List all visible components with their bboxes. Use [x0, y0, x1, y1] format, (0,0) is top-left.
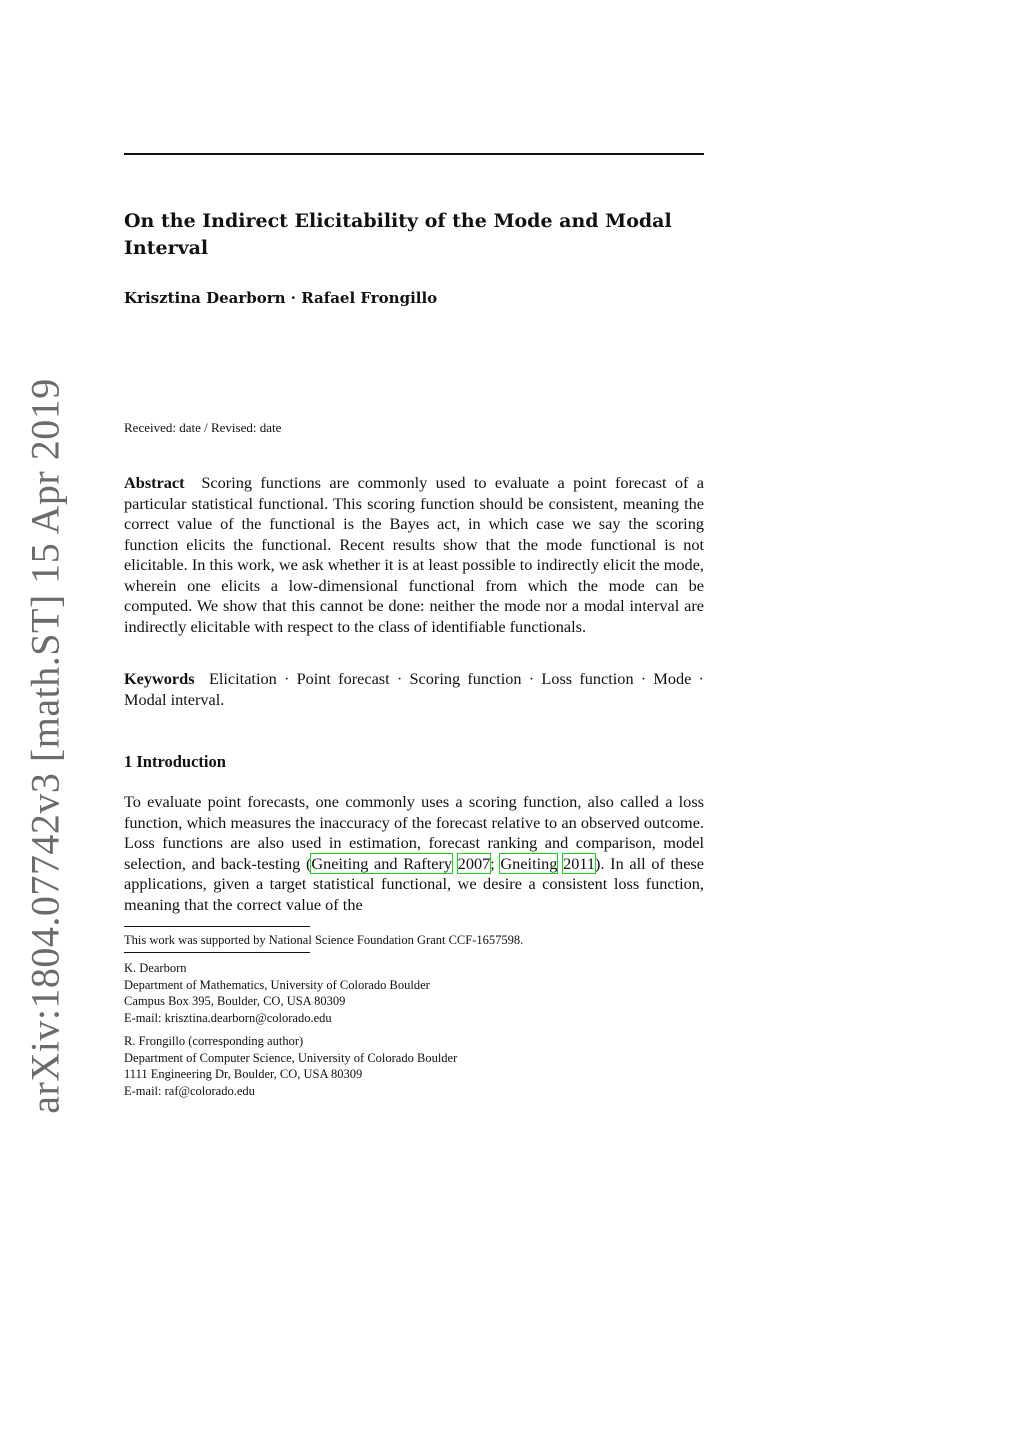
- footnote-rule: [124, 926, 310, 927]
- abstract-label: Abstract: [124, 473, 185, 492]
- affiliation-line: Campus Box 395, Boulder, CO, USA 80309: [124, 994, 346, 1008]
- introduction-paragraph: [124, 792, 704, 915]
- citation-link-gneiting-raftery[interactable]: Gneiting and Raftery: [311, 853, 453, 873]
- author-list: Krisztina Dearborn · Rafael Frongillo: [124, 289, 438, 307]
- affiliation-dearborn: [124, 960, 430, 1026]
- keywords-text: Elicitation · Point forecast · Scoring function · Loss function · Mode · Modal interval.: [124, 669, 704, 709]
- received-dates: Received: date / Revised: date: [124, 420, 282, 435]
- abstract-text: Scoring functions are commonly used to evaluate a point forecast of a particular statistical functional. This scoring function should be consistent, meaning the correct value of the functional is the Bayes act, in which case we say the scoring function elicits the functional. Recent results show that the mode functional is not elicitable. In this work, we ask whether it is at least possible to indirectly elicit the mode, wherein one elicits a low-dimensional functional from which the mode can be computed. We show that this cannot be done: neither the mode nor a modal interval are indirectly elicitable with respect to the class of identifiable functionals.: [124, 473, 705, 636]
- section-heading-introduction: 1 Introduction: [124, 752, 226, 771]
- affiliation-line: Department of Mathematics, University of Colorado Boulder: [124, 977, 430, 992]
- affiliation-email: E-mail: krisztina.dearborn@colorado.edu: [124, 1010, 332, 1025]
- affiliation-email: E-mail: raf@colorado.edu: [124, 1083, 255, 1098]
- citation-link-gneiting[interactable]: Gneiting: [500, 853, 558, 873]
- citation-separator: ;: [490, 853, 501, 873]
- keywords-label: Keywords: [124, 669, 195, 688]
- affiliation-line: 1111 Engineering Dr, Boulder, CO, USA 80309: [124, 1067, 363, 1081]
- funding-footnote: This work was supported by National Science Foundation Grant CCF-1657598.: [124, 933, 524, 947]
- top-rule: [124, 153, 704, 155]
- affiliation-line: Department of Computer Science, University of Colorado Boulder: [124, 1050, 458, 1065]
- paper-title: On the Indirect Elicitability of the Mode and Modal Interval: [124, 210, 672, 259]
- citation-link-2011[interactable]: 2011: [563, 853, 596, 873]
- affiliation-line: K. Dearborn: [124, 961, 187, 975]
- affiliation-line: R. Frongillo (corresponding author): [124, 1034, 304, 1048]
- keywords: [124, 669, 704, 710]
- footnote-underline: [124, 952, 310, 953]
- arxiv-identifier: arXiv:1804.07742v3 [math.ST] 15 Apr 2019: [22, 378, 68, 1114]
- intro-text-end: ). In all of these applications, given a target statistical functional, we desire a consistent loss function, meaning that the correct value of the: [124, 853, 704, 914]
- abstract: [124, 473, 704, 637]
- affiliation-frongillo: [124, 1033, 457, 1099]
- citation-link-2007[interactable]: 2007: [457, 853, 491, 873]
- intro-text-start: To evaluate point forecasts, one commonly uses a scoring function, also called a loss function, which measures the inaccuracy of the forecast relative to an observed outcome. Loss functions are also used in estimation, forecast ranking and comparison, model selection, and back-testing (: [124, 792, 704, 873]
